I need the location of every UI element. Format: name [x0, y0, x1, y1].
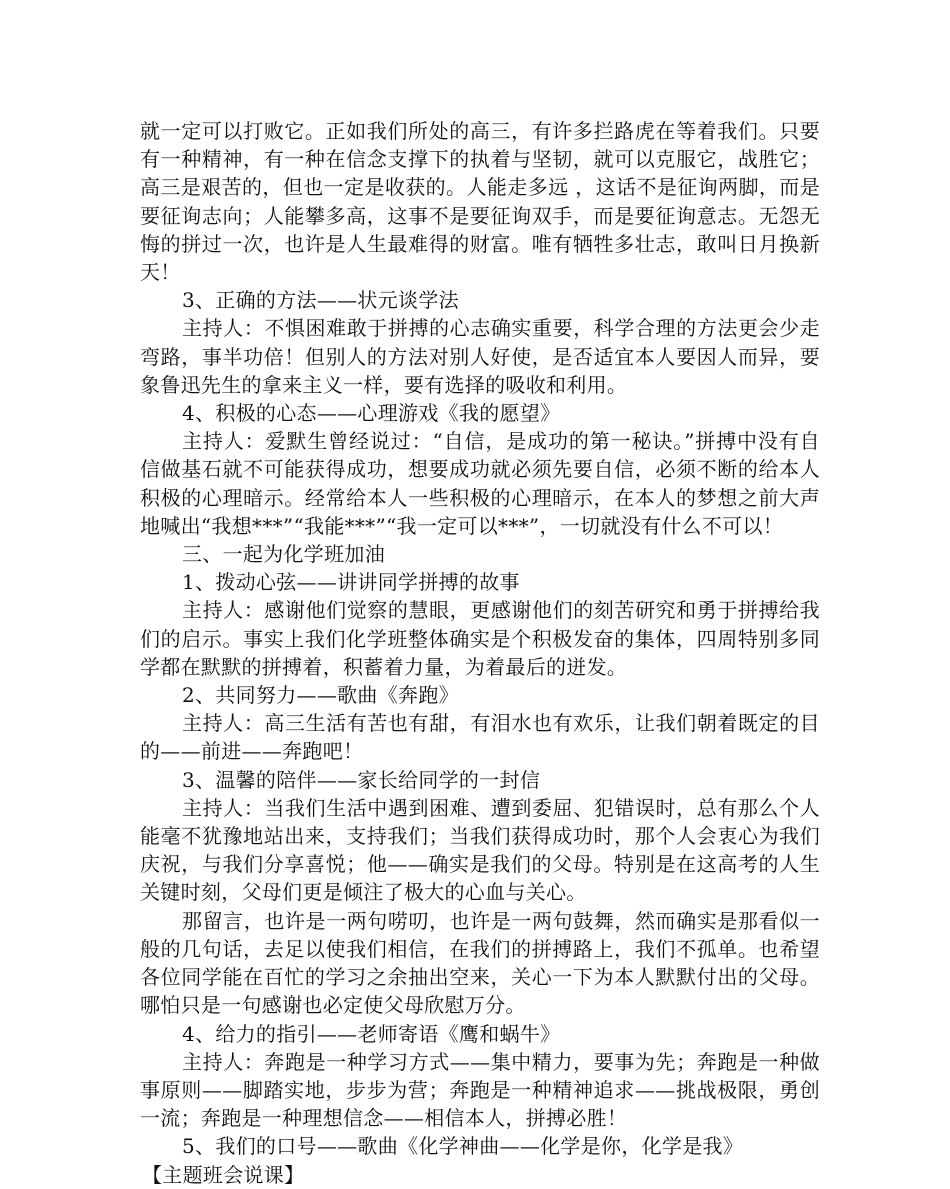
- section-heading-song-run: 2、共同努力——歌曲《奔跑》: [182, 683, 459, 708]
- section-heading-slogan: 5、我们的口号——歌曲《化学神曲——化学是你，化学是我》: [182, 1134, 744, 1159]
- section-heading-method: 3、正确的方法——状元谈学法: [182, 288, 459, 313]
- section-heading-letter: 3、温馨的陪伴——家长给同学的一封信: [182, 767, 541, 792]
- host-paragraph-method: 主持人：不惧困难敢于拼搏的心志确实重要，科学合理的方法更会少走弯路，事半功倍！但别人的方法对别人好使，是否适宜本人要因人而异，要象鲁迅先生的拿来主义一样，要有选择的吸收和利用。: [140, 316, 820, 397]
- document-page: [140, 117, 820, 1189]
- section-heading-stories: 1、拨动心弦——讲讲同学拼搏的故事: [182, 570, 520, 595]
- lesson-heading: 【主题班会说课】: [142, 1162, 305, 1187]
- host-paragraph-letter: 主持人：当我们生活中遇到困难、遭到委屈、犯错误时，总有那么个人能毫不犹豫地站出来，支持我们；当我们获得成功时，那个人会衷心为我们庆祝，与我们分享喜悦；他——确实是我们的父母。特别是在这高考的人生关键时刻，父母们更是倾注了极大的心血与关心。: [140, 795, 820, 905]
- section-heading-teacher: 4、给力的指引——老师寄语《鹰和蜗牛》: [182, 1021, 561, 1046]
- section-heading-mindset: 4、积极的心态——心理游戏《我的愿望》: [182, 401, 561, 426]
- host-paragraph-mindset: 主持人：爱默生曾经说过：“自信，是成功的第一秘诀。”拼搏中没有自信做基石就不可能获得成功，想要成功就必须先要自信，必须不断的给本人积极的心理暗示。经常给本人一些积极的心理暗示，在本人的梦想之前大声地喊出“我想***”“我能***”“我一定可以***”，一切就没有什么不可以！: [140, 429, 820, 538]
- host-paragraph-stories: 主持人：感谢他们觉察的慧眼，更感谢他们的刻苦研究和勇于拼搏给我们的启示。事实上我们化学班整体确实是个积极发奋的集体，四周特别多同学都在默默的拼搏着，积蓄着力量，为着最后的迸发。: [140, 598, 820, 679]
- paragraph-message: 那留言，也许是一两句唠叨，也许是一两句鼓舞，然而确实是那看似一般的几句话，去足以使我们相信，在我们的拼搏路上，我们不孤单。也希望各位同学能在百忙的学习之余抽出空来，关心一下为本人默默付出的父母。哪怕只是一句感谢也必定使父母欣慰万分。: [140, 908, 820, 1018]
- part-heading-three: 三、一起为化学班加油: [182, 542, 385, 567]
- host-paragraph-teacher: 主持人：奔跑是一种学习方式——集中精力，要事为先；奔跑是一种做事原则——脚踏实地，步步为营；奔跑是一种精神追求——挑战极限，勇创一流；奔跑是一种理想信念——相信本人，拼搏必胜！: [140, 1049, 820, 1131]
- paragraph-continuation: 就一定可以打败它。正如我们所处的高三，有许多拦路虎在等着我们。只要有一种精神，有一种在信念支撑下的执着与坚韧，就可以克服它，战胜它；高三是艰苦的，但也一定是收获的。人能走多远 ，这话不是征询两脚，而是要征询志向；人能攀多高，这事不是要征询双手，而是要征询意志。无怨无悔的拼过一次，也许是人生最难得的财富。唯有牺牲多壮志，敢叫日月换新天！: [140, 119, 820, 285]
- host-paragraph-song-run: 主持人：高三生活有苦也有甜，有泪水也有欢乐，让我们朝着既定的目的——前进——奔跑吧！: [140, 711, 820, 764]
